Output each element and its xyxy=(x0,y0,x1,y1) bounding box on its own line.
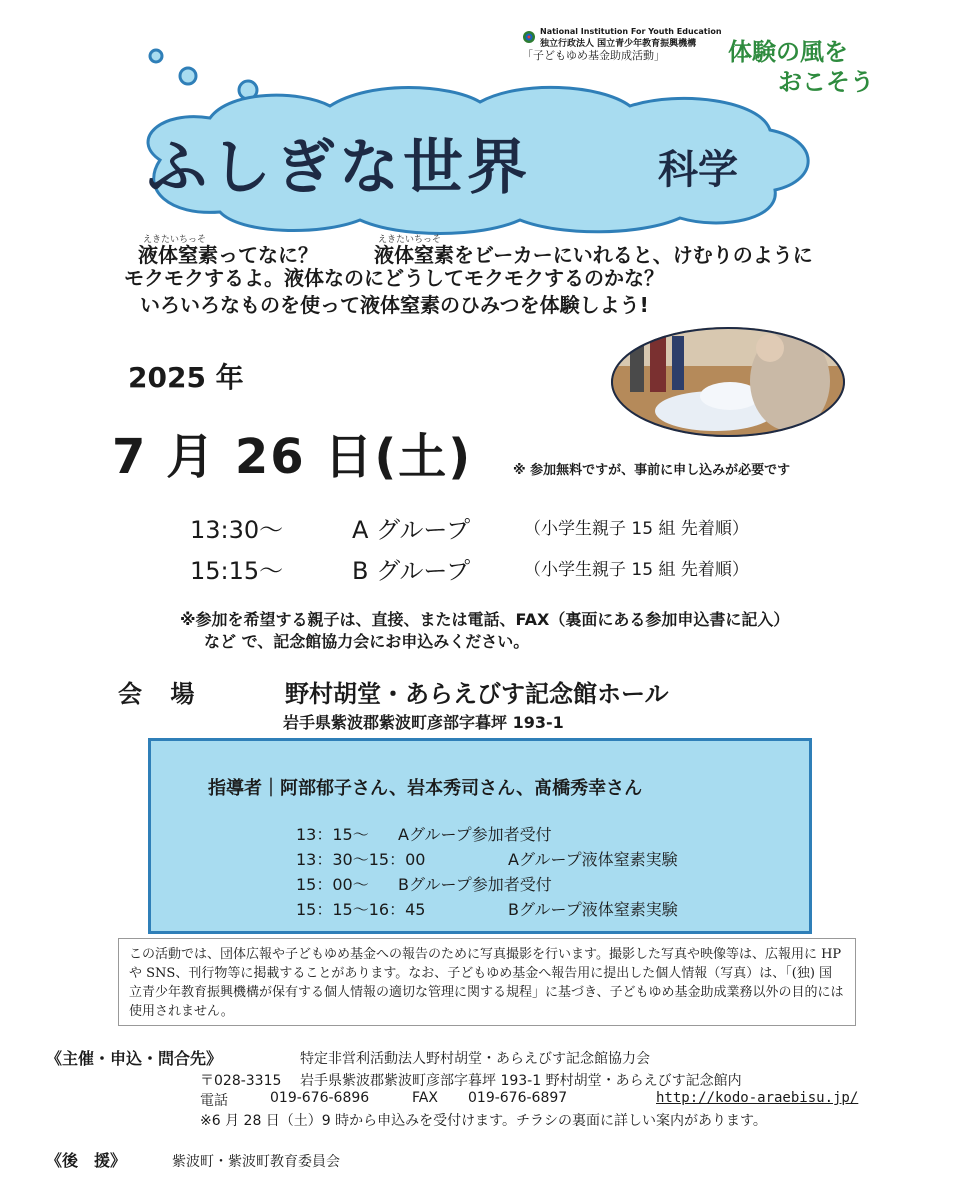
slogan-line2: おこそう xyxy=(778,68,874,96)
session-note: （小学生親子 15 組 先着順） xyxy=(524,560,749,580)
schedule-time: 13：15～ xyxy=(296,825,369,844)
session-group: B グループ xyxy=(352,557,471,585)
tel-number: 019-676-6896 xyxy=(270,1090,370,1106)
org-name-jp: 独立行政法人 国立青少年教育振興機構 xyxy=(540,39,697,49)
fax-label: FAX xyxy=(412,1090,438,1106)
session-note: （小学生親子 15 組 先着順） xyxy=(524,519,749,539)
session-time: 15:15～ xyxy=(190,557,284,585)
schedule-time: 13：30～15：00 xyxy=(296,850,426,869)
photo-notice: この活動では、団体広報や子どもゆめ基金への報告のために写真撮影を行います。撮影した写真や映像等は、広報用に HP や SNS、刊行物等に掲載することがあります。なお、子どもゆめ基金へ報告用に提出した個人情報（写真）は、「(独) 国立青少年教育振興機構が保有する個人情報の適切な管理に関する規程」に基づき、子どもゆめ基金助成業務以外の目的には使用されません。 xyxy=(118,938,856,1026)
ruby-annotation: えきたいちっそ xyxy=(143,235,207,245)
apply-line2: など で、記念館協力会にお申込みください。 xyxy=(204,632,530,651)
venue-label: 会 場 xyxy=(118,680,205,708)
organizer-label: 《主催・申込・問合先》 xyxy=(46,1049,223,1068)
support-name: 紫波町・紫波町教育委員会 xyxy=(172,1154,340,1170)
session-group: A グループ xyxy=(352,516,471,544)
organizer-postal: 〒028-3315 xyxy=(200,1073,282,1089)
ruby-annotation: えきたいちっそ xyxy=(378,235,442,245)
organizer-address: 岩手県紫波郡紫波町彦部字暮坪 193-1 野村胡堂・あらえびす記念館内 xyxy=(300,1073,742,1089)
experiment-photo xyxy=(610,326,846,438)
intro-line3: いろいろなものを使って液体窒素のひみつを体験しよう! xyxy=(140,293,649,317)
fax-number: 019-676-6897 xyxy=(468,1090,568,1106)
page-title: ふしぎな世界 xyxy=(147,133,531,203)
website-link[interactable]: http://kodo-araebisu.jp/ xyxy=(656,1090,859,1106)
schedule-text: Aグループ液体窒素実験 xyxy=(508,850,678,869)
org-name-en: National Institution For Youth Education xyxy=(540,27,722,36)
slogan-line1: 体験の風を xyxy=(728,38,848,66)
schedule-text: Bグループ参加者受付 xyxy=(398,875,552,894)
instructor-line: 指導者｜阿部郁子さん、岩本秀司さん、髙橋秀幸さん xyxy=(208,778,643,799)
venue-address: 岩手県紫波郡紫波町彦部字暮坪 193-1 xyxy=(283,713,564,732)
schedule-text: Aグループ参加者受付 xyxy=(398,825,552,844)
intro-line1b: 液体窒素をビーカーにいれると、けむりのように xyxy=(374,243,813,267)
event-year: 2025 年 xyxy=(128,361,244,394)
intro-line2: モクモクするよ。液体なのにどうしてモクモクするのかな？ xyxy=(124,266,664,290)
intro-line1a: 液体窒素ってなに？ xyxy=(138,243,318,267)
reception-note: ※6 月 28 日（土）9 時から申込みを受付けます。チラシの裏面に詳しい案内があります。 xyxy=(200,1113,767,1129)
apply-line1: ※参加を希望する親子は、直接、または電話、FAX（裏面にある参加申込書に記入） xyxy=(180,610,790,629)
support-label: 《後 援》 xyxy=(46,1151,127,1170)
fund-name: 「子どもゆめ基金助成活動」 xyxy=(522,49,665,62)
page-subtitle: 科学 xyxy=(658,147,738,193)
free-note: ※ 参加無料ですが、事前に申し込みが必要です xyxy=(513,463,791,478)
session-time: 13:30～ xyxy=(190,516,284,544)
event-date: 7 月 26 日(土) xyxy=(112,429,473,485)
venue-name: 野村胡堂・あらえびす記念館ホール xyxy=(285,680,669,708)
schedule-time: 15：00～ xyxy=(296,875,369,894)
organizer-name: 特定非営利活動法人野村胡堂・あらえびす記念館協力会 xyxy=(300,1051,650,1067)
apply-instructions xyxy=(180,609,789,653)
schedule-time: 15：15～16：45 xyxy=(296,900,426,919)
tel-label: 電話 xyxy=(200,1093,228,1109)
schedule-text: Bグループ液体窒素実験 xyxy=(508,900,678,919)
